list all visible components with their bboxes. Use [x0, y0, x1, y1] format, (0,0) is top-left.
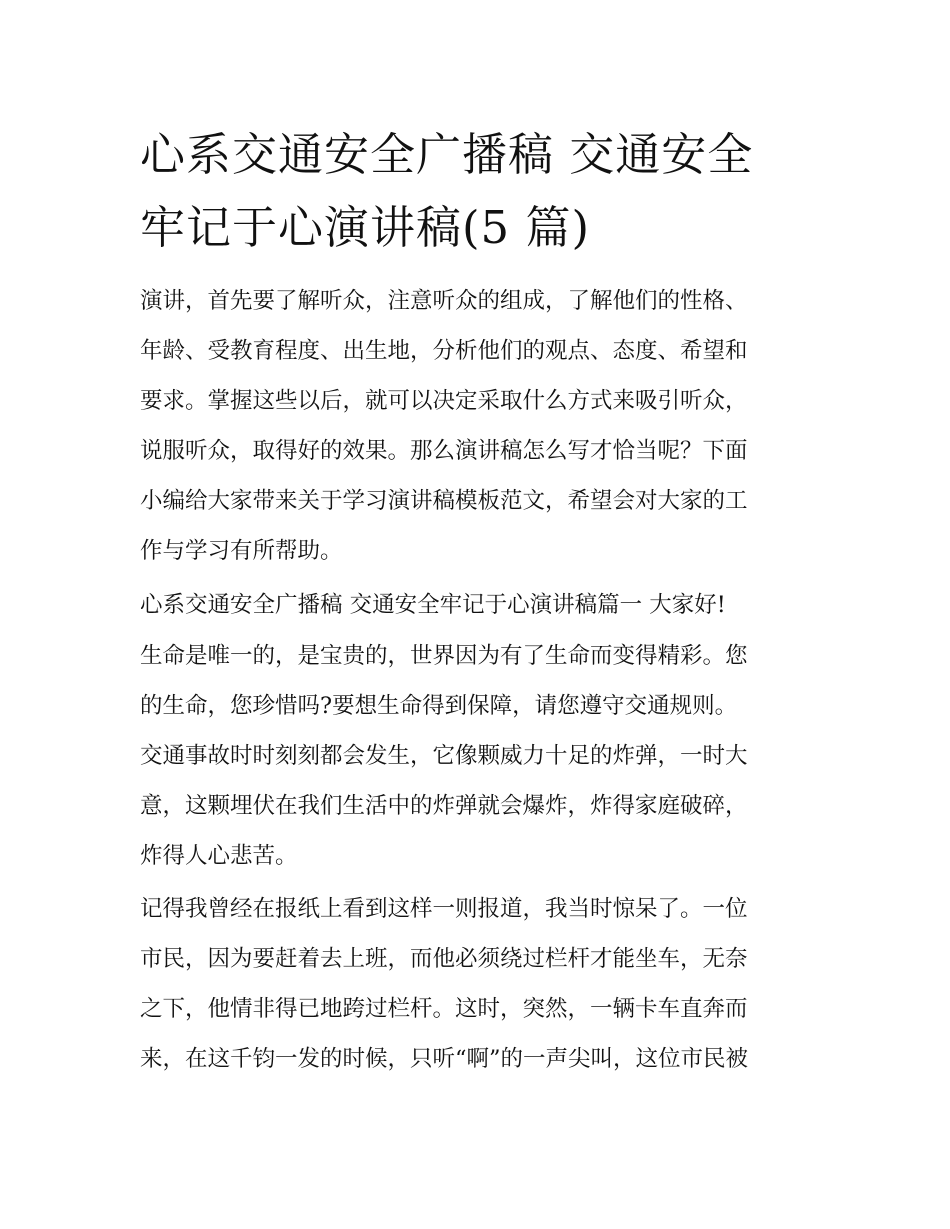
text-line: 作与学习有所帮助。	[140, 538, 343, 564]
text-line: 生命是唯一的，是宝贵的，世界因为有了生命而变得精彩。您	[140, 643, 748, 669]
text-line: 来，在这千钧一发的时候，只听“啊”的一声尖叫，这位市民被	[140, 1046, 749, 1072]
text-line: 之下，他情非得已地跨过栏杆。这时，突然，一辆卡车直奔而	[140, 996, 748, 1022]
text-line: 的生命，您珍惜吗?要想生命得到保障，请您遵守交通规则。	[140, 693, 738, 719]
title-line-2: 牢记于心演讲稿(5 篇)	[140, 201, 591, 254]
text-line: 意，这颗埋伏在我们生活中的炸弹就会爆炸，炸得家庭破碎，	[140, 793, 748, 819]
text-line: 交通事故时时刻刻都会发生，它像颗威力十足的炸弹，一时大	[140, 743, 748, 769]
document-title	[140, 118, 820, 264]
text-line: 炸得人心悲苦。	[140, 843, 298, 869]
title-line-1: 心系交通安全广播稿 交通安全	[140, 128, 754, 181]
text-line: 小编给大家带来关于学习演讲稿模板范文，希望会对大家的工	[140, 488, 748, 514]
text-line: 演讲，首先要了解听众，注意听众的组成，了解他们的性格、	[140, 288, 748, 314]
text-line: 年龄、受教育程度、出生地，分析他们的观点、态度、希望和	[140, 338, 748, 364]
text-line: 市民，因为要赶着去上班，而他必须绕过栏杆才能坐车，无奈	[140, 946, 748, 972]
text-line: 要求。掌握这些以后，就可以决定采取什么方式来吸引听众，	[140, 388, 748, 414]
text-line: 心系交通安全广播稿 交通安全牢记于心演讲稿篇一 大家好!	[140, 592, 726, 618]
text-line: 说服听众，取得好的效果。那么演讲稿怎么写才恰当呢？下面	[140, 438, 748, 464]
text-line: 记得我曾经在报纸上看到这样一则报道，我当时惊呆了。一位	[140, 896, 748, 922]
